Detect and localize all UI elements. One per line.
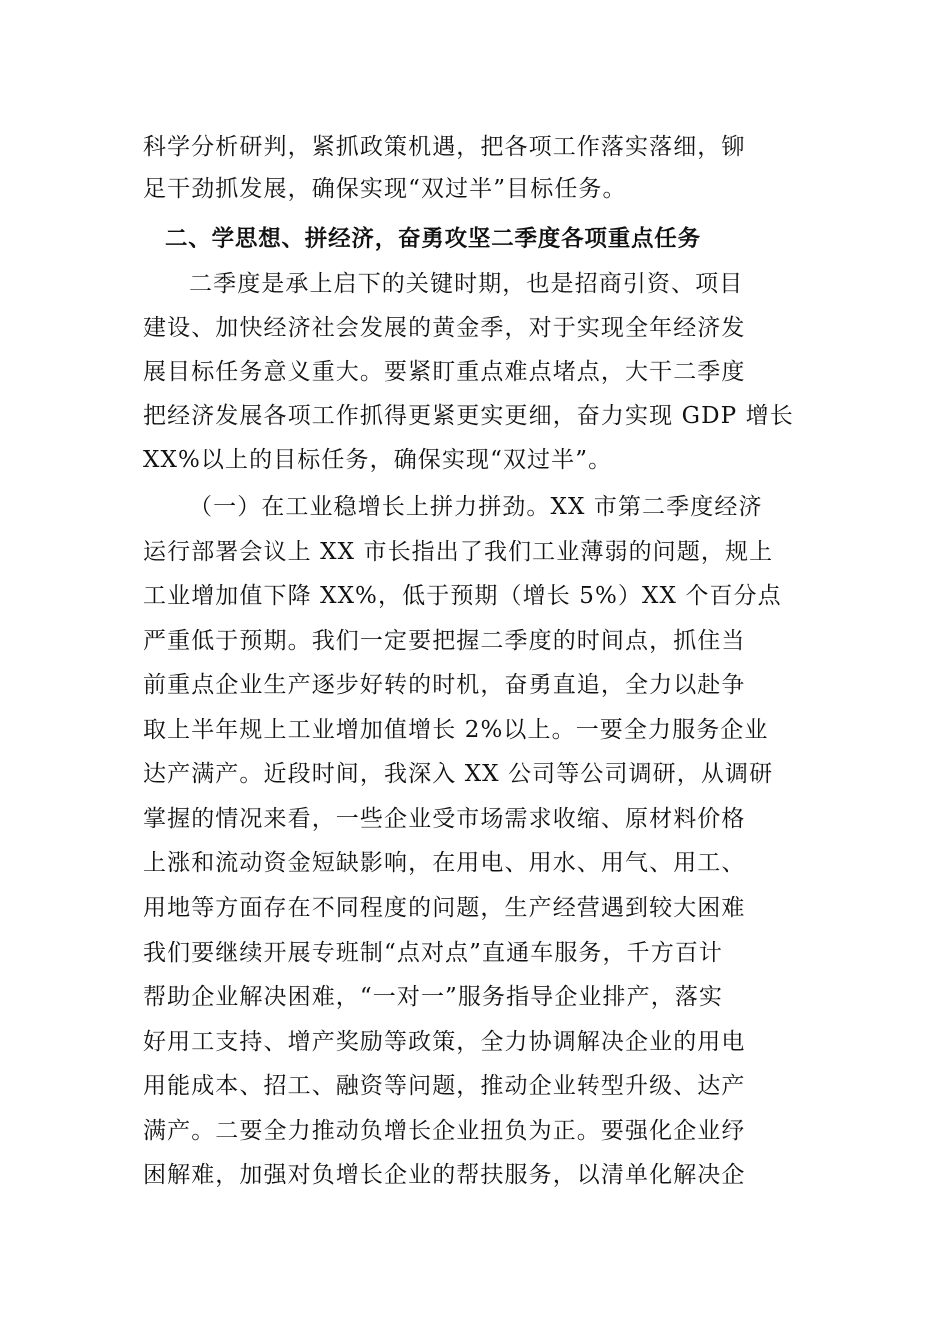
text-line: 我们要继续开展专班制“点对点”直通车服务，千方百计 [143,940,724,966]
text-line: 达产满产。近段时间，我深入 XX 公司等公司调研，从调研 [143,761,774,787]
text-line: 用能成本、招工、融资等问题，推动企业转型升级、达产 [143,1073,746,1099]
section-heading: 二、学思想、拼经济，奋勇攻坚二季度各项重点任务 [165,226,701,252]
text-line: 用地等方面存在不同程度的问题，生产经营遇到较大困难 [143,895,746,921]
text-line: 展目标任务意义重大。要紧盯重点难点堵点，大干二季度 [143,359,746,385]
text-line: 掌握的情况来看，一些企业受市场需求收缩、原材料价格 [143,806,746,832]
text-line: XX%以上的目标任务，确保实现“双过半”。 [143,447,613,473]
text-line: 把经济发展各项工作抓得更紧更实更细，奋力实现 GDP 增长 [143,403,794,429]
text-line: 困解难，加强对负增长企业的帮扶服务，以清单化解决企 [143,1162,746,1188]
text-line: 帮助企业解决困难，“一对一”服务指导企业排产，落实 [143,984,724,1010]
text-line: 科学分析研判，紧抓政策机遇，把各项工作落实落细，铆 [143,134,746,160]
text-line: （一）在工业稳增长上拼力拼劲。XX 市第二季度经济 [189,494,763,520]
text-line: 工业增加值下降 XX%，低于预期（增长 5%）XX 个百分点 [143,583,782,609]
text-line: 足干劲抓发展，确保实现“双过半”目标任务。 [143,176,627,202]
text-line: 建设、加快经济社会发展的黄金季，对于实现全年经济发 [143,315,746,341]
text-line: 严重低于预期。我们一定要把握二季度的时间点，抓住当 [143,628,746,654]
text-line: 好用工支持、增产奖励等政策，全力协调解决企业的用电 [143,1029,746,1055]
text-line: 上涨和流动资金短缺影响，在用电、用水、用气、用工、 [143,850,746,876]
text-line: 取上半年规上工业增加值增长 2%以上。一要全力服务企业 [143,717,769,743]
text-line: 前重点企业生产逐步好转的时机，奋勇直追，全力以赴争 [143,672,746,698]
text-line: 运行部署会议上 XX 市长指出了我们工业薄弱的问题，规上 [143,539,774,565]
text-line: 满产。二要全力推动负增长企业扭负为正。要强化企业纾 [143,1118,746,1144]
text-line: 二季度是承上启下的关键时期，也是招商引资、项目 [189,271,744,297]
